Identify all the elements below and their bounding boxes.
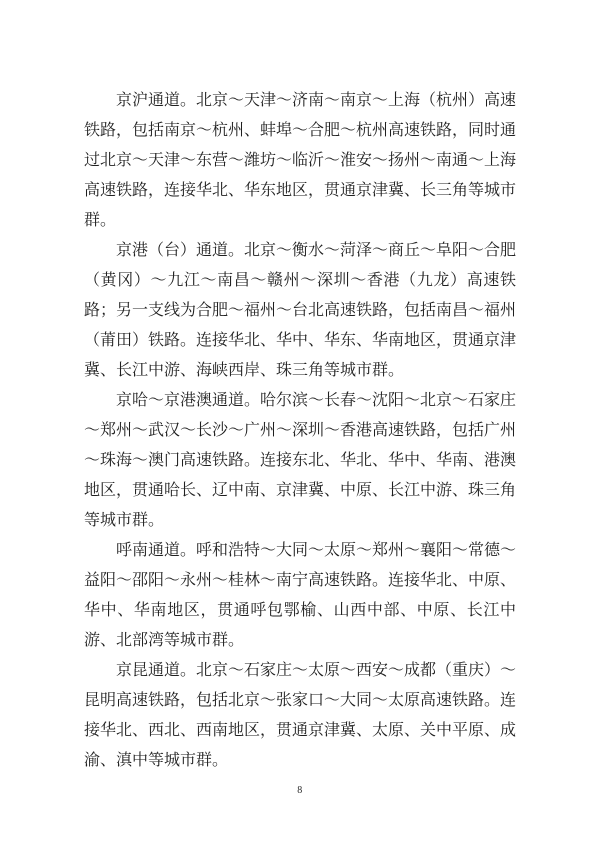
paragraph-jingha-jinggangao-corridor: 京哈～京港澳通道。哈尔滨～长春～沈阳～北京～石家庄～郑州～武汉～长沙～广州～深圳～香港高速铁路，包括广州～珠海～澳门高速铁路。连接东北、华北、华中、华南、港澳地区，贯通哈长、辽中南、京津冀、中原、长江中游、珠三角等城市群。 xyxy=(84,392,517,529)
paragraph-hunan-corridor: 呼南通道。呼和浩特～大同～太原～郑州～襄阳～常德～益阳～邵阳～永州～桂林～南宁高速铁路。连接华北、中原、华中、华南地区，贯通呼包鄂榆、山西中部、中原、长江中游、北部湾等城市群。 xyxy=(84,542,517,649)
paragraph-jinggang-tai-corridor: 京港（台）通道。北京～衡水～菏泽～商丘～阜阳～合肥（黄冈）～九江～南昌～赣州～深圳～香港（九龙）高速铁路；另一支线为合肥～福州～台北高速铁路，包括南昌～福州（莆田）铁路。连接华北、华中、华东、华南地区，贯通京津冀、长江中游、海峡西岸、珠三角等城市群。 xyxy=(84,242,517,379)
paragraph-jingkun-corridor: 京昆通道。北京～石家庄～太原～西安～成都（重庆）～昆明高速铁路，包括北京～张家口～大同～太原高速铁路。连接华北、西北、西南地区，贯通京津冀、太原、关中平原、成渝、滇中等城市群。 xyxy=(84,662,517,769)
document-body xyxy=(84,86,516,776)
page-number: 8 xyxy=(297,785,303,796)
paragraph-jinghu-corridor: 京沪通道。北京～天津～济南～南京～上海（杭州）高速铁路，包括南京～杭州、蚌埠～合肥～杭州高速铁路，同时通过北京～天津～东营～潍坊～临沂～淮安～扬州～南通～上海高速铁路，连接华北、华东地区，贯通京津冀、长三角等城市群。 xyxy=(84,92,517,229)
